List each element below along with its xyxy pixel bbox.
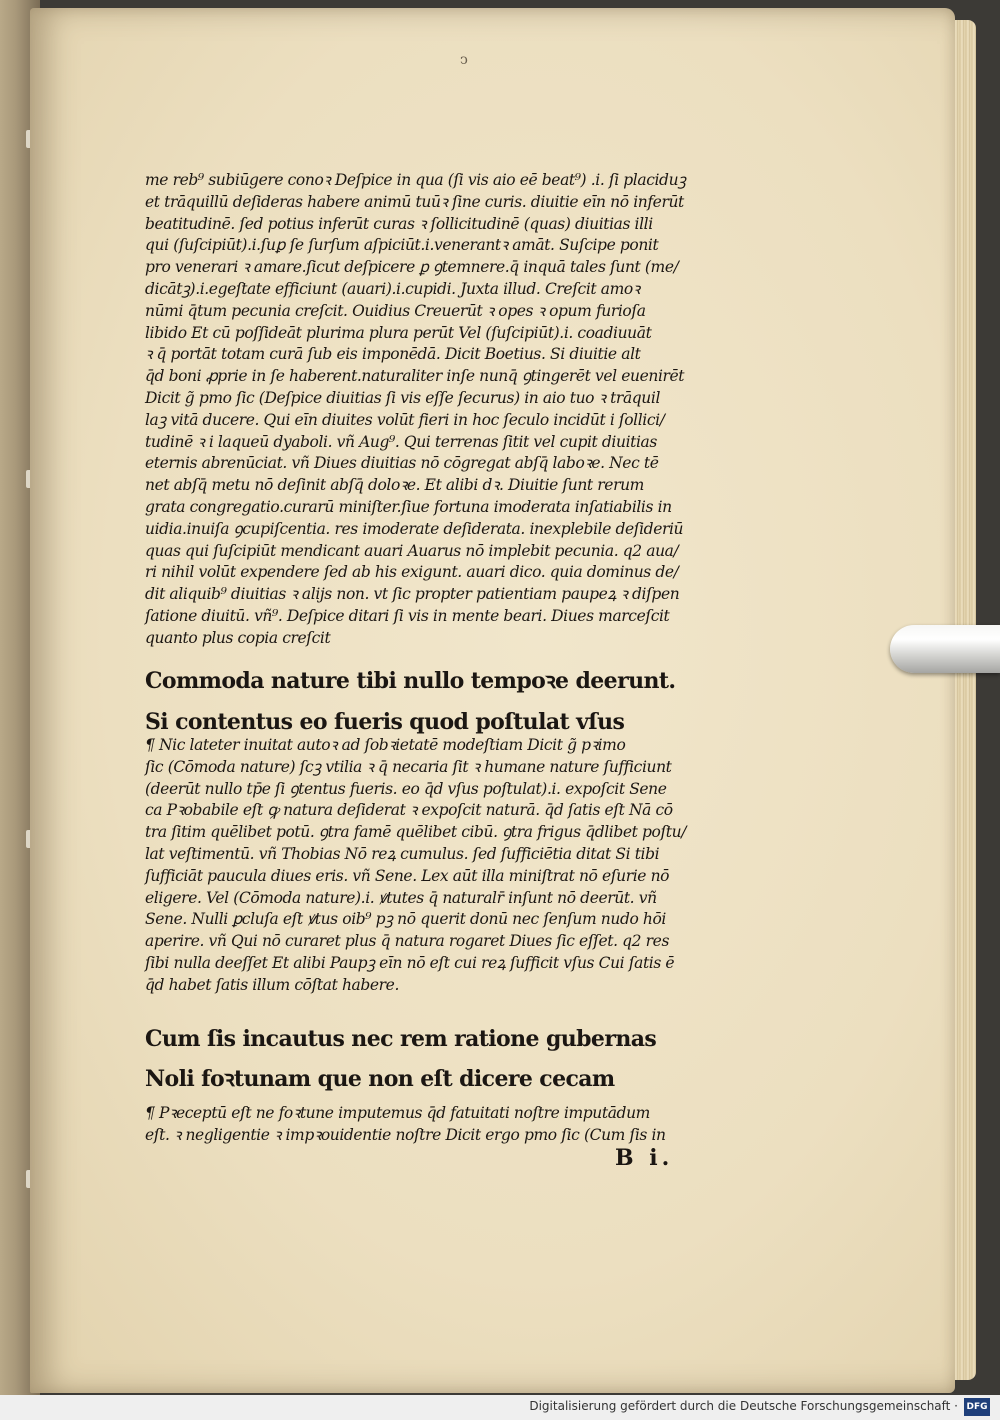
- text-line: Dicit g̃ pmo ſic (Deſpice diuitias ſi vis eſſe ſecurus) in aio tuo ꝛ trāquil: [145, 388, 661, 407]
- signature-mark: B i.: [615, 1145, 674, 1171]
- text-line: qui (ſuſcipiūt).i.ſuꝑ ſe ſurſum aſpiciūt.i.venerantꝛ amāt. Suſcipe ponit: [145, 236, 659, 255]
- commentary-block-2: [145, 735, 686, 997]
- text-line: ri nihil volūt expendere ſed ab his exigunt. auari dico. quia dominus de/: [145, 563, 679, 582]
- text-line: me reb⁹ subiūgere conoꝛ Deſpice in qua (ſi vis aio eē beat⁹) .i. ſi placiduꝫ: [145, 171, 686, 189]
- text-line: ſatione diuitū. vñ⁹. Deſpice ditari ſi vis in mente beari. Diues marceſcit: [145, 606, 670, 625]
- verse-heading: Cum ſis incautus nec rem ratione gubernas: [145, 1026, 657, 1052]
- text-line: ¶ Nic lateter inuitat autoꝛ ad ſobꝛietatē modeſtiam Dicit g̃ pꝛimo: [145, 736, 626, 754]
- verse-heading: Si contentus eo fueris quod poſtulat vſus: [145, 709, 625, 735]
- text-line: quanto plus copia creſcit: [145, 628, 331, 647]
- text-line: q̄d boni ꝓprie in ſe haberent.naturaliter inſe nunq̄ ꝯtingerēt vel euenirēt: [145, 367, 685, 386]
- text-line: ꝛ q̄ portāt totam curā ſub eis imponēdā. Dicit Boetius. Si diuitie alt: [145, 345, 641, 364]
- funding-notice: Digitalisierung gefördert durch die Deutsche Forschungsgemeinschaft ·: [529, 1399, 958, 1413]
- text-line: et trāquillū deſideras habere animū tuūꝛ ſine curis. diuitie eīn nō inferūt: [145, 192, 684, 211]
- text-line: dit aliquib⁹ diuitias ꝛ alijs non. vt ſic propter patientiam paupeꝝ ꝛ diſpen: [145, 585, 680, 604]
- text-line: beatitudinē. ſed potius inferūt curas ꝛ ſollicitudinē (quas) diuitias illi: [145, 214, 653, 233]
- text-line: aperire. vñ Qui nō curaret plus q̄ natura rogaret Diues ſic eſſet. q2 res: [145, 932, 669, 951]
- text-line: pro venerari ꝛ amare.ſicut deſpicere ꝑ ꝯtemnere.q̄ inquā tales ſunt (me/: [145, 258, 679, 277]
- verse-heading: Noli foꝛtunam que non eſt dicere cecam: [145, 1066, 615, 1092]
- verse-heading: Commoda nature tibi nullo tempoꝛe deerunt.: [145, 668, 676, 694]
- text-line: eligere. Vel (Cōmoda nature).i. ꝟtutes q̄ naturalr̄ inſunt nō deerūt. vñ: [145, 888, 657, 907]
- text-line: net abſq̄ metu nō deſinit abſq̄ doloꝛe. Et alibi dꝛ. Diuitie ſunt rerum: [145, 476, 644, 495]
- text-line: libido Et cū poſſideāt plurima plura perūt Vel (ſuſcipiūt).i. coadiuuāt: [145, 323, 652, 342]
- commentary-block-1: [145, 170, 686, 650]
- page-marker: ↄ: [460, 52, 468, 68]
- text-line: eternis abrenūciat. vñ Diues diuitias nō cōgregat abſq̄ laboꝛe. Nec tē: [145, 454, 659, 473]
- footer-bar: [0, 1395, 1000, 1420]
- text-line: dicātꝫ).i.egeſtate efficiunt (auari).i.cupidi. Juxta illud. Creſcit amoꝛ: [145, 279, 640, 298]
- text-line: tudinē ꝛ i laqueū dyaboli. vñ Aug⁹. Qui terrenas ſitit vel cupit diuitias: [145, 432, 657, 451]
- text-line: nūmi q̄tum pecunia creſcit. Ouidius Creuerūt ꝛ opes ꝛ opum furioſa: [145, 301, 646, 320]
- text-line: Sene. Nulli ꝑcluſa eſt ꝟtus oib⁹ pꝫ nō querit donū nec ſenſum nudo hōi: [145, 910, 666, 929]
- text-line: ſic (Cōmoda nature) ſcꝫ vtilia ꝛ q̄ necaria ſit ꝛ humane nature ſufficiunt: [145, 757, 672, 776]
- text-line: quas qui ſuſcipiūt mendicant auari Auarus nō implebit pecunia. q2 aua/: [145, 541, 679, 560]
- text-line: tra ſitim quēlibet potū. ꝯtra famē quēlibet cibū. ꝯtra frigus q̄dlibet poſtu/: [145, 823, 687, 842]
- text-line: uidia.inuiſa ꝯcupiſcentia. res imoderate deſiderata. inexplebile deſideriū: [145, 519, 684, 538]
- text-line: laꝫ vitā ducere. Qui eīn diuites volūt fieri in hoc ſeculo incidūt i ſollici/: [145, 410, 665, 429]
- text-line: grata congregatio.curarū miniſter.ſiue fortuna imoderata inſatiabilis in: [145, 497, 672, 516]
- glass-page-clip: [890, 625, 1000, 673]
- text-line: q̄d habet ſatis illum cōſtat habere.: [145, 975, 399, 994]
- commentary-block-3: [145, 1103, 666, 1147]
- text-line: ſibi nulla deeſſet Et alibi Paupꝫ eīn nō eſt cui reꝝ ſufficit vſus Cui ſatis ē: [145, 953, 675, 972]
- dfg-logo: DFG: [964, 1398, 990, 1416]
- text-line: ca Pꝛobabile eſt ꝙ natura deſiderat ꝛ expoſcit naturā. q̄d ſatis eſt Nā cō: [145, 801, 673, 820]
- text-line: ſufficiāt paucula diues eris. vñ Sene. Lex aūt illa miniſtrat nō eſurie nō: [145, 866, 670, 885]
- text-line: (deerūt nullo tp̄e ſi ꝯtentus fueris. eo q̄d vſus poſtulat).i. expoſcit Sene: [145, 779, 667, 798]
- text-line: ¶ Pꝛeceptū eſt ne foꝛtune imputemus q̄d fatuitati noſtre imputādum: [145, 1104, 650, 1122]
- text-line: eſt. ꝛ negligentie ꝛ impꝛouidentie noſtre Dicit ergo pmo ſic (Cum ſis in: [145, 1125, 666, 1144]
- text-line: lat veſtimentū. vñ Thobias Nō reꝝ cumulus. ſed ſufficiētia ditat Si tibi: [145, 844, 660, 863]
